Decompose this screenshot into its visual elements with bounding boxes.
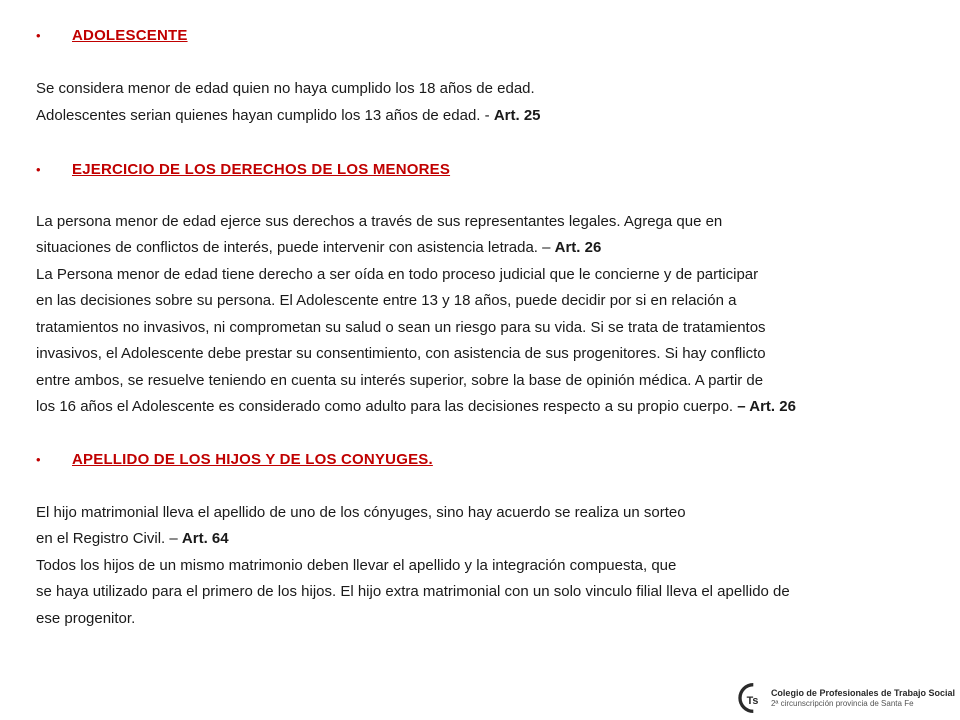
svg-text:Ts: Ts bbox=[746, 694, 759, 707]
section-heading-adolescente: ADOLESCENTE bbox=[72, 27, 188, 44]
paragraph-line: se haya utilizado para el primero de los hijos. El hijo extra matrimonial con un solo vinculo filial lleva el apellido de bbox=[36, 583, 790, 600]
paragraph-line: Todos los hijos de un mismo matrimonio deben llevar el apellido y la integración compuesta, que bbox=[36, 557, 677, 574]
bullet-icon: • bbox=[36, 162, 41, 177]
article-reference: Art. 25 bbox=[493, 107, 541, 124]
paragraph-line: tratamientos no invasivos, ni comprometan su salud o sean un riesgo para su vida. Si se trata de tratamientos bbox=[36, 319, 766, 336]
article-reference: Art. 26 bbox=[554, 239, 602, 256]
paragraph-line: invasivos, el Adolescente debe prestar su consentimiento, con asistencia de sus progenitores. Si hay conflicto bbox=[36, 345, 766, 362]
article-reference: Art. 64 bbox=[181, 530, 229, 547]
article-reference: – Art. 26 bbox=[737, 398, 796, 415]
paragraph-line: situaciones de conflictos de interés, puede intervenir con asistencia letrada. – Art. 26 bbox=[36, 239, 602, 256]
paragraph-line: El hijo matrimonial lleva el apellido de uno de los cónyuges, sino hay acuerdo se realiza un sorteo bbox=[36, 504, 686, 521]
section-heading-row bbox=[36, 26, 188, 46]
section-heading-row bbox=[36, 160, 450, 180]
paragraph-line: La persona menor de edad ejerce sus derechos a través de sus representantes legales. Agrega que en bbox=[36, 213, 723, 230]
paragraph-line: en las decisiones sobre su persona. El Adolescente entre 13 y 18 años, puede decidir por si en relación a bbox=[36, 292, 737, 309]
bullet-icon: • bbox=[36, 28, 41, 43]
paragraph-line: Se considera menor de edad quien no haya cumplido los 18 años de edad. bbox=[36, 80, 535, 97]
section-heading-row bbox=[36, 450, 433, 470]
logo-title: Colegio de Profesionales de Trabajo Social bbox=[770, 687, 955, 698]
paragraph-line: los 16 años el Adolescente es considerado como adulto para las decisiones respecto a su propio cuerpo. – Art. 26 bbox=[36, 398, 796, 415]
section-heading-derechos: EJERCICIO DE LOS DERECHOS DE LOS MENORES bbox=[72, 161, 451, 178]
cts-logo-icon bbox=[735, 678, 765, 718]
bullet-icon: • bbox=[36, 452, 41, 467]
organization-logo bbox=[735, 678, 955, 718]
paragraph-line: La Persona menor de edad tiene derecho a ser oída en todo proceso judicial que le concierne y de participar bbox=[36, 266, 759, 283]
logo-text bbox=[771, 688, 955, 709]
paragraph-line: en el Registro Civil. – Art. 64 bbox=[36, 530, 229, 547]
paragraph-line: ese progenitor. bbox=[36, 610, 136, 627]
logo-subtitle: 2ª circunscripción provincia de Santa Fe bbox=[770, 698, 914, 708]
paragraph-line: entre ambos, se resuelve teniendo en cuenta su interés superior, sobre la base de opinión médica. A partir de bbox=[36, 372, 764, 389]
section-heading-apellido: APELLIDO DE LOS HIJOS Y DE LOS CONYUGES. bbox=[72, 451, 433, 468]
paragraph-line: Adolescentes serian quienes hayan cumplido los 13 años de edad. - Art. 25 bbox=[36, 107, 541, 124]
